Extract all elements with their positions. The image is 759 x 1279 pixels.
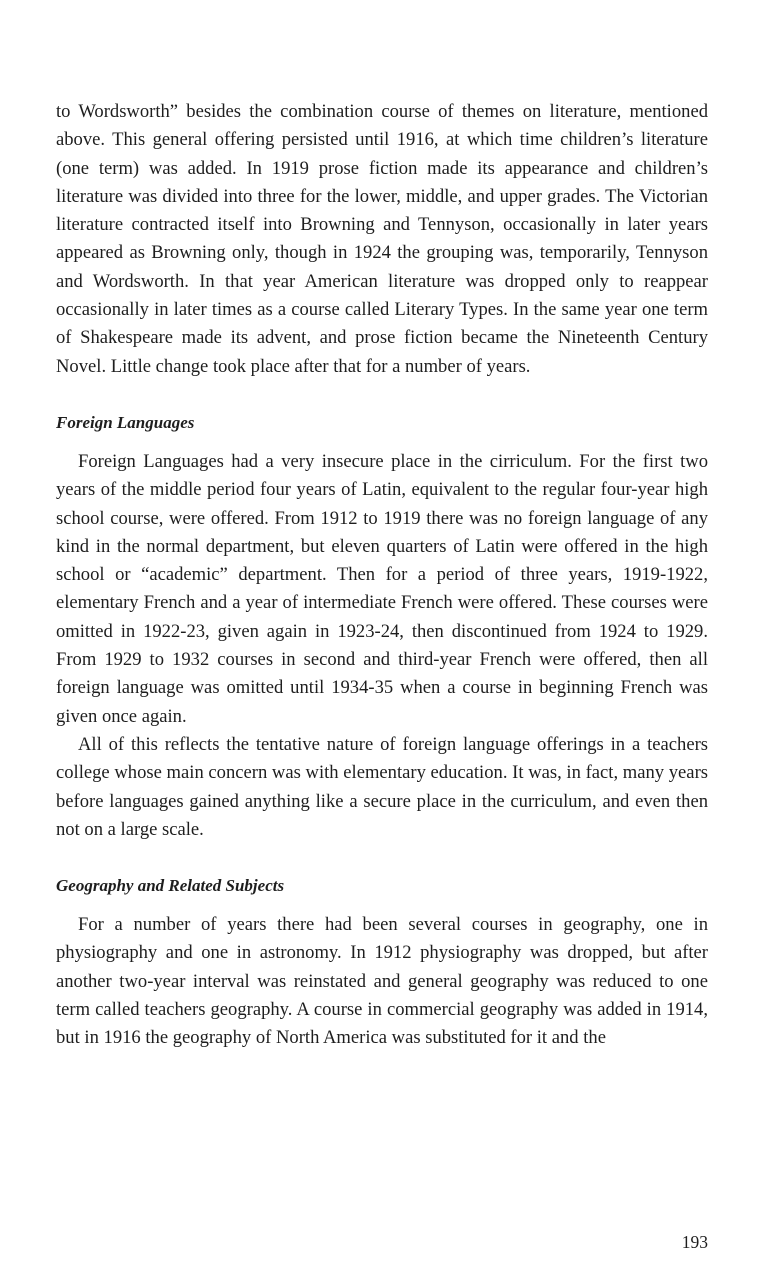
paragraph-literature-continued: to Wordsworth” besides the combination course of themes on literature, mentioned above. This general offering persisted until 1916, at which time children’s literature (one term) was added. In 1919 prose fiction made its appearance and children’s literature was divided into three for the lower, middle, and upper grades. The Victorian literature contracted itself into Browning and Tennyson, occasionally in later years appeared as Browning only, though in 1924 the grouping was, temporarily, Tennyson and Wordsworth. In that year American literature was dropped only to reappear occasionally in later times as a course called Literary Types. In the same year one term of Shakespeare made its advent, and prose fiction became the Nineteenth Century Novel. Little change took place after that for a number of years. (56, 101, 708, 377)
paragraph-geography-1: For a number of years there had been several courses in geography, one in physiography and one in astronomy. In 1912 physiography was dropped, but after another two-year interval was reinstated and general geography was reduced to one term called teachers geography. A course in commercial geography was added in 1914, but in 1916 the geography of North America was substituted for it and the (56, 914, 708, 1049)
heading-foreign-languages: Foreign Languages (56, 412, 195, 432)
heading-geography: Geography and Related Subjects (56, 876, 285, 896)
paragraph-foreign-languages-2: All of this reflects the tentative nature of foreign language offerings in a teachers college whose main concern was with elementary education. It was, in fact, many years before languages gained anything like a secure place in the curriculum, and even then not on a large scale. (56, 733, 708, 840)
heading-gap (56, 900, 708, 911)
heading-gap (56, 437, 708, 448)
page-body (56, 98, 708, 1053)
paragraph-foreign-languages-1: Foreign Languages had a very insecure place in the cirriculum. For the first two years of the middle period four years of Latin, equivalent to the regular four-year high school course, were offered. From 1912 to 1919 there was no foreign language of any kind in the normal department, but eleven quarters of Latin were offered in the high school or “academic” department. Then for a period of three years, 1919-1922, elementary French and a year of intermediate French were offered. These courses were omitted in 1922-23, given again in 1923-24, then discontinued from 1924 to 1929. From 1929 to 1932 courses in second and third-year French were offered, then all foreign language was omitted until 1934-35 when a course in beginning French was given once again. (56, 450, 708, 727)
section-gap (56, 844, 708, 872)
page-number: 193 (681, 1232, 708, 1252)
section-gap (56, 381, 708, 409)
